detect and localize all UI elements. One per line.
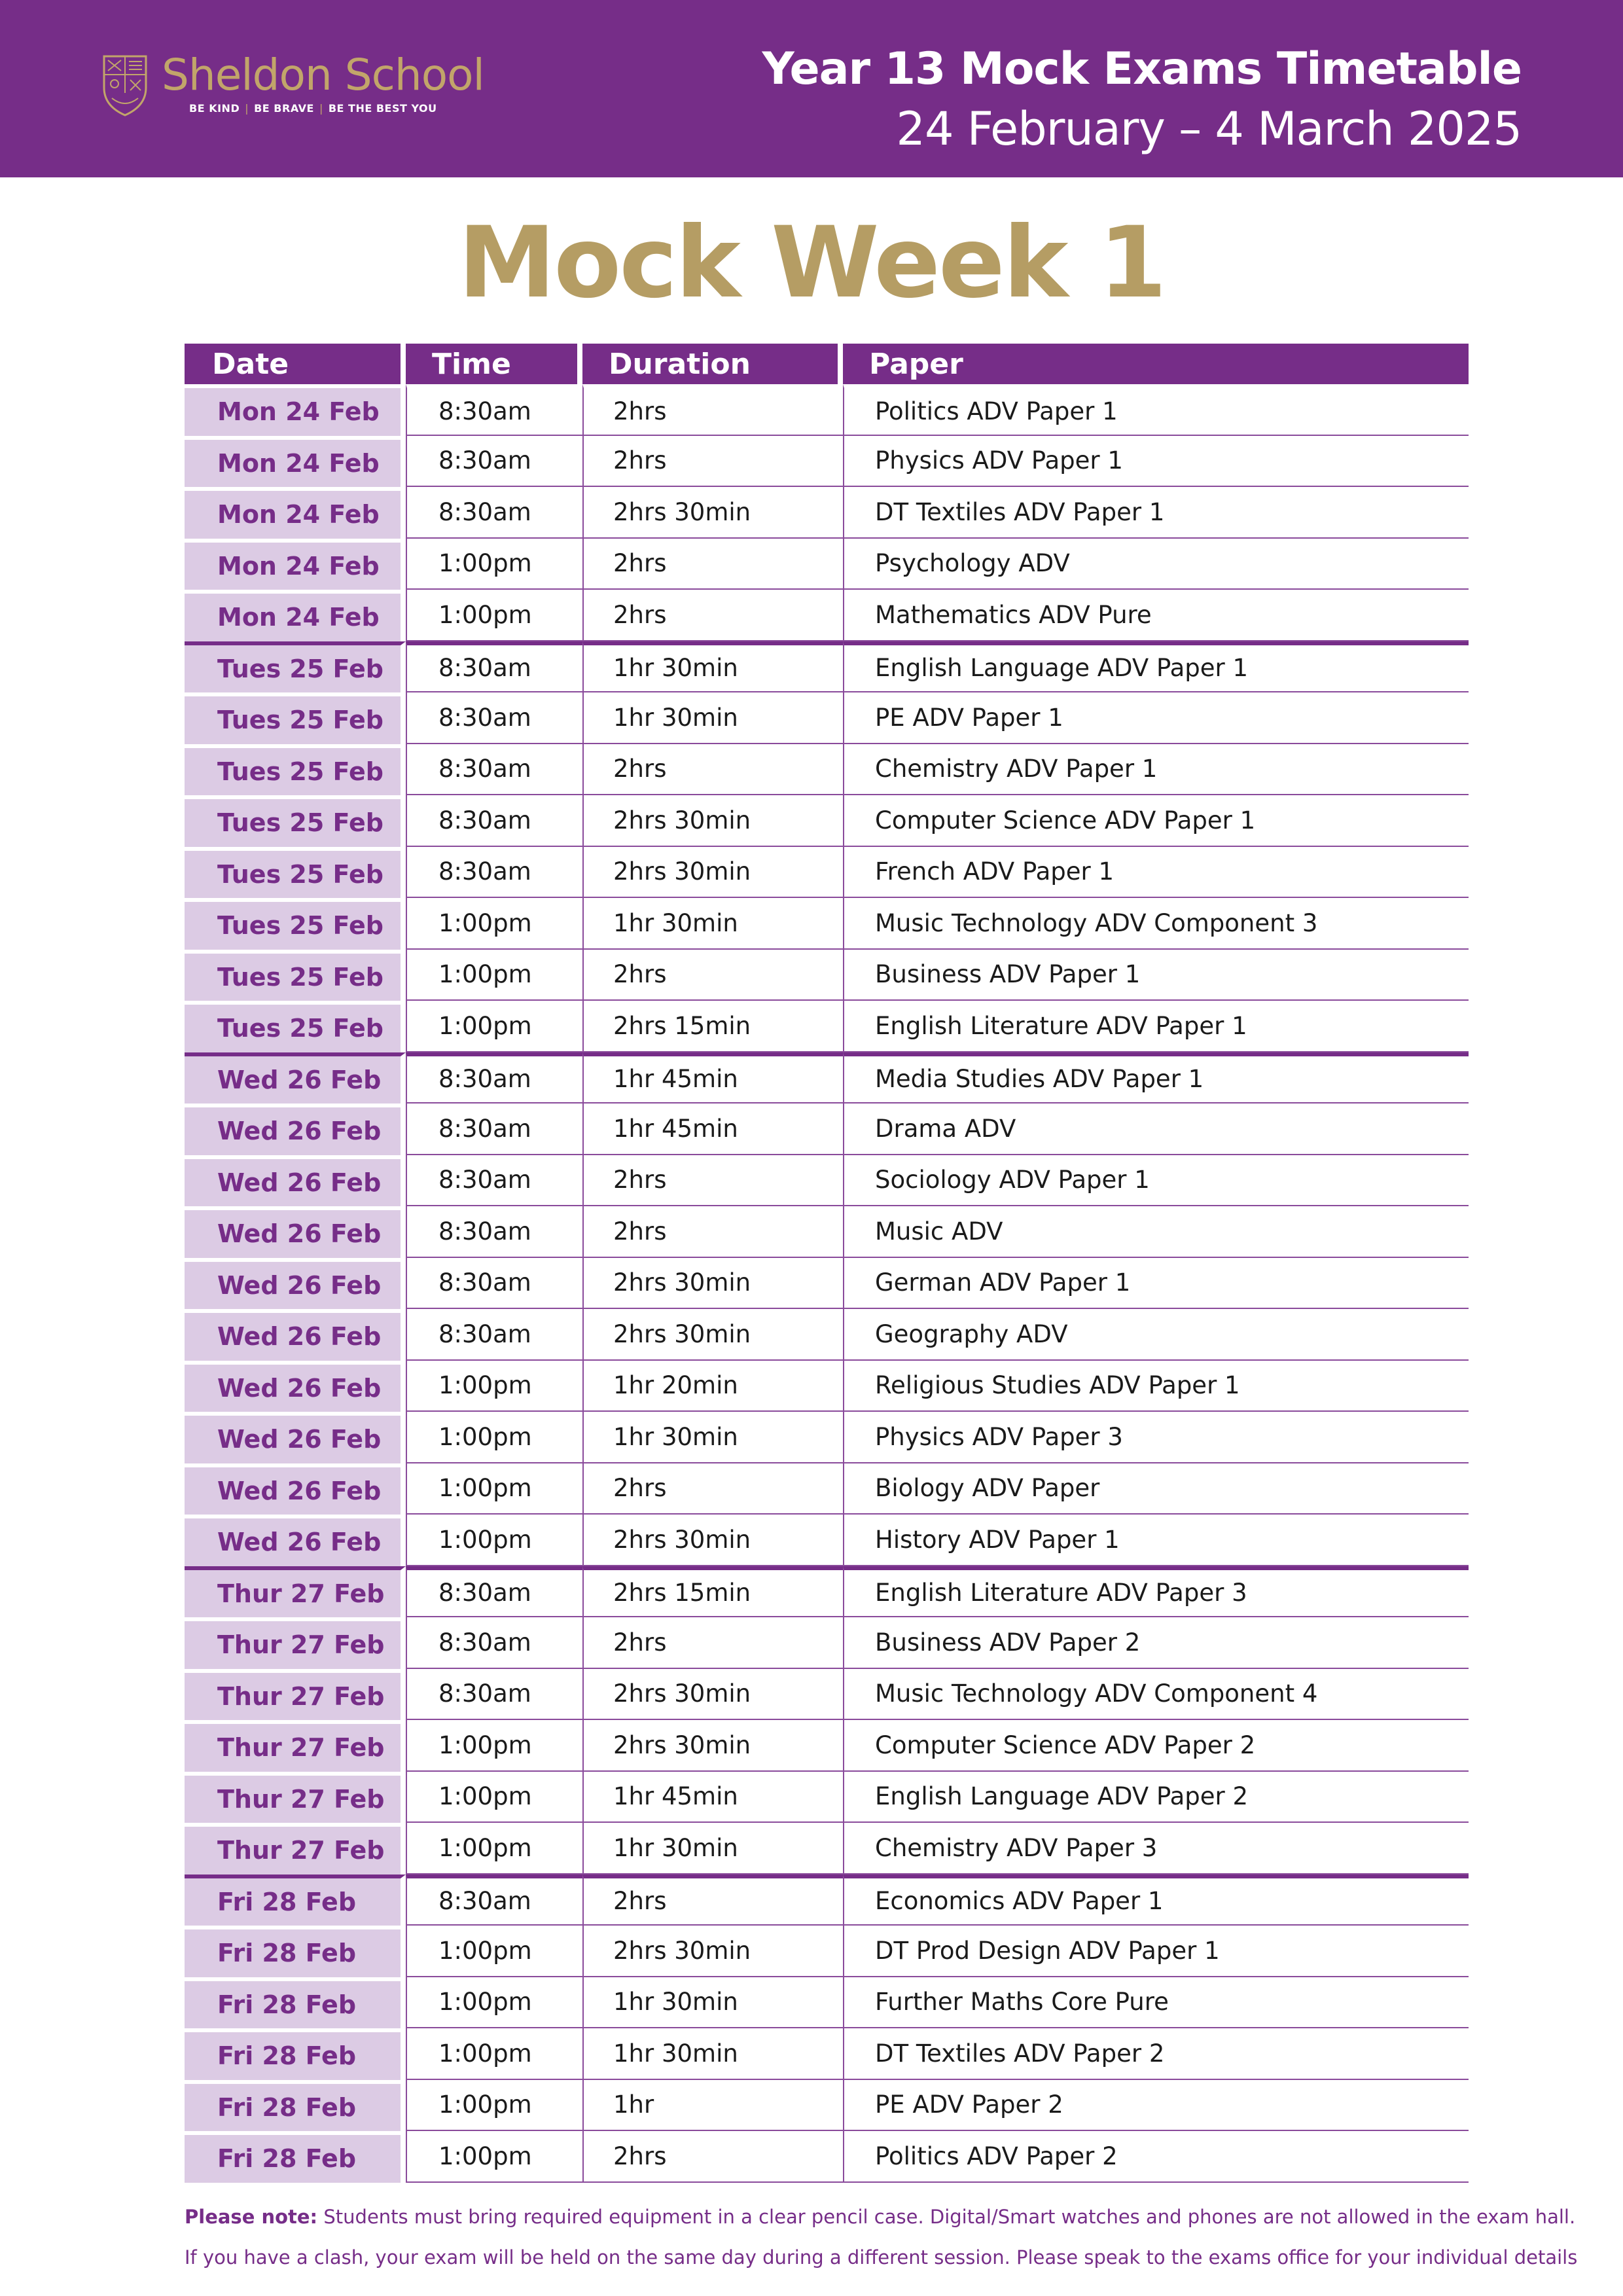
date-cell: Tues 25 Feb — [185, 1001, 406, 1052]
time-cell: 8:30am — [406, 1052, 582, 1104]
duration-cell: 2hrs 30min — [582, 847, 843, 899]
table-row — [185, 1361, 1469, 1412]
note-line-1 — [185, 2197, 1576, 2237]
date-cell: Wed 26 Feb — [185, 1463, 406, 1515]
time-cell: 8:30am — [406, 487, 582, 539]
date-cell: Wed 26 Feb — [185, 1206, 406, 1258]
duration-cell: 2hrs 15min — [582, 1566, 843, 1618]
table-row — [185, 1052, 1469, 1104]
table-row — [185, 1669, 1469, 1721]
paper-cell: English Literature ADV Paper 1 — [843, 1001, 1469, 1052]
paper-cell: Mathematics ADV Pure — [843, 590, 1469, 641]
duration-cell: 2hrs 30min — [582, 1309, 843, 1361]
time-cell: 1:00pm — [406, 1720, 582, 1772]
table-row — [185, 2028, 1469, 2080]
duration-cell: 2hrs 30min — [582, 487, 843, 539]
date-cell: Wed 26 Feb — [185, 1103, 406, 1155]
date-cell: Wed 26 Feb — [185, 1155, 406, 1207]
date-cell: Mon 24 Feb — [185, 436, 406, 488]
duration-cell: 2hrs 30min — [582, 795, 843, 847]
time-cell: 1:00pm — [406, 1977, 582, 2029]
paper-cell: Music ADV — [843, 1206, 1469, 1258]
duration-cell: 2hrs 30min — [582, 1669, 843, 1721]
table-row — [185, 1463, 1469, 1515]
time-cell: 8:30am — [406, 641, 582, 693]
paper-cell: Politics ADV Paper 1 — [843, 384, 1469, 436]
date-cell: Mon 24 Feb — [185, 487, 406, 539]
time-cell: 1:00pm — [406, 950, 582, 1001]
paper-cell: Media Studies ADV Paper 1 — [843, 1052, 1469, 1104]
time-cell: 8:30am — [406, 1309, 582, 1361]
paper-cell: Computer Science ADV Paper 2 — [843, 1720, 1469, 1772]
duration-cell: 2hrs 30min — [582, 1720, 843, 1772]
duration-cell: 2hrs — [582, 1463, 843, 1515]
date-cell: Tues 25 Feb — [185, 795, 406, 847]
time-cell: 1:00pm — [406, 1926, 582, 1977]
paper-cell: Computer Science ADV Paper 1 — [843, 795, 1469, 847]
table-row — [185, 1617, 1469, 1669]
table-row — [185, 1515, 1469, 1566]
table-row — [185, 1977, 1469, 2029]
table-row — [185, 1206, 1469, 1258]
table-row — [185, 1566, 1469, 1618]
paper-cell: Psychology ADV — [843, 539, 1469, 590]
note-line-2: If you have a clash, your exam will be held on the same day during a different session. Please speak to the exams office for your individual details — [185, 2246, 1578, 2269]
duration-cell: 1hr 30min — [582, 898, 843, 950]
table-row — [185, 744, 1469, 796]
table-row — [185, 795, 1469, 847]
date-cell: Thur 27 Feb — [185, 1720, 406, 1772]
school-logo — [101, 50, 484, 124]
paper-cell: Physics ADV Paper 1 — [843, 436, 1469, 488]
paper-cell: Chemistry ADV Paper 3 — [843, 1823, 1469, 1874]
date-cell: Fri 28 Feb — [185, 2080, 406, 2132]
date-cell: Fri 28 Feb — [185, 1926, 406, 1977]
date-cell: Tues 25 Feb — [185, 950, 406, 1001]
time-cell: 1:00pm — [406, 1001, 582, 1052]
date-cell: Fri 28 Feb — [185, 2028, 406, 2080]
time-cell: 8:30am — [406, 1206, 582, 1258]
paper-cell: Business ADV Paper 1 — [843, 950, 1469, 1001]
notes — [185, 2197, 1578, 2278]
table-row — [185, 1412, 1469, 1463]
duration-cell: 2hrs — [582, 1617, 843, 1669]
time-cell: 1:00pm — [406, 898, 582, 950]
date-cell: Wed 26 Feb — [185, 1052, 406, 1104]
time-cell: 1:00pm — [406, 1823, 582, 1874]
table-body — [185, 384, 1469, 2183]
table-row — [185, 384, 1469, 436]
date-cell: Thur 27 Feb — [185, 1823, 406, 1874]
time-cell: 8:30am — [406, 1103, 582, 1155]
duration-cell: 2hrs — [582, 1206, 843, 1258]
duration-cell: 2hrs 30min — [582, 1515, 843, 1566]
time-cell: 8:30am — [406, 1258, 582, 1310]
duration-cell: 2hrs — [582, 436, 843, 488]
column-header-duration: Duration — [582, 344, 843, 384]
date-cell: Mon 24 Feb — [185, 590, 406, 641]
table-row — [185, 1772, 1469, 1823]
table-row — [185, 1823, 1469, 1874]
date-cell: Fri 28 Feb — [185, 1874, 406, 1926]
time-cell: 8:30am — [406, 1155, 582, 1207]
date-cell: Thur 27 Feb — [185, 1669, 406, 1721]
duration-cell: 1hr 30min — [582, 1412, 843, 1463]
table-row — [185, 1001, 1469, 1052]
paper-cell: French ADV Paper 1 — [843, 847, 1469, 899]
date-cell: Thur 27 Feb — [185, 1772, 406, 1823]
duration-cell: 1hr 30min — [582, 641, 843, 693]
duration-cell: 1hr 30min — [582, 2028, 843, 2080]
paper-cell: Religious Studies ADV Paper 1 — [843, 1361, 1469, 1412]
paper-cell: Biology ADV Paper — [843, 1463, 1469, 1515]
date-cell: Mon 24 Feb — [185, 539, 406, 590]
date-cell: Mon 24 Feb — [185, 384, 406, 436]
paper-cell: PE ADV Paper 2 — [843, 2080, 1469, 2132]
date-cell: Wed 26 Feb — [185, 1515, 406, 1566]
duration-cell: 1hr 30min — [582, 692, 843, 744]
school-name: Sheldon School — [162, 50, 484, 100]
date-cell: Tues 25 Feb — [185, 744, 406, 796]
time-cell: 1:00pm — [406, 1361, 582, 1412]
paper-cell: English Language ADV Paper 1 — [843, 641, 1469, 693]
paper-cell: Music Technology ADV Component 3 — [843, 898, 1469, 950]
time-cell: 1:00pm — [406, 1412, 582, 1463]
timetable-title: Year 13 Mock Exams Timetable — [762, 43, 1522, 95]
paper-cell: Music Technology ADV Component 4 — [843, 1669, 1469, 1721]
time-cell: 8:30am — [406, 384, 582, 436]
paper-cell: Chemistry ADV Paper 1 — [843, 744, 1469, 796]
date-cell: Tues 25 Feb — [185, 847, 406, 899]
date-cell: Wed 26 Feb — [185, 1412, 406, 1463]
paper-cell: English Language ADV Paper 2 — [843, 1772, 1469, 1823]
paper-cell: DT Prod Design ADV Paper 1 — [843, 1926, 1469, 1977]
duration-cell: 2hrs — [582, 744, 843, 796]
time-cell: 8:30am — [406, 436, 582, 488]
note-label: Please note: — [185, 2206, 318, 2228]
date-cell: Thur 27 Feb — [185, 1566, 406, 1618]
table-row — [185, 590, 1469, 641]
duration-cell: 1hr 30min — [582, 1823, 843, 1874]
table-row — [185, 847, 1469, 899]
duration-cell: 2hrs — [582, 950, 843, 1001]
column-header-time: Time — [406, 344, 582, 384]
duration-cell: 1hr 20min — [582, 1361, 843, 1412]
time-cell: 8:30am — [406, 1874, 582, 1926]
time-cell: 1:00pm — [406, 1515, 582, 1566]
table-row — [185, 539, 1469, 590]
duration-cell: 2hrs — [582, 1155, 843, 1207]
school-crest-icon — [101, 54, 149, 118]
paper-cell: Geography ADV — [843, 1309, 1469, 1361]
time-cell: 1:00pm — [406, 539, 582, 590]
table-row — [185, 2131, 1469, 2183]
date-cell: Tues 25 Feb — [185, 641, 406, 693]
date-cell: Fri 28 Feb — [185, 1977, 406, 2029]
timetable-date-range: 24 February – 4 March 2025 — [896, 102, 1522, 156]
table-row — [185, 692, 1469, 744]
table-row — [185, 1155, 1469, 1207]
paper-cell: English Literature ADV Paper 3 — [843, 1566, 1469, 1618]
table-row — [185, 2080, 1469, 2132]
time-cell: 1:00pm — [406, 2131, 582, 2183]
date-cell: Fri 28 Feb — [185, 2131, 406, 2183]
paper-cell: Sociology ADV Paper 1 — [843, 1155, 1469, 1207]
duration-cell: 1hr 45min — [582, 1052, 843, 1104]
paper-cell: Further Maths Core Pure — [843, 1977, 1469, 2029]
date-cell: Wed 26 Feb — [185, 1258, 406, 1310]
date-cell: Tues 25 Feb — [185, 898, 406, 950]
time-cell: 8:30am — [406, 795, 582, 847]
exam-timetable — [185, 344, 1469, 2183]
table-row — [185, 1258, 1469, 1310]
duration-cell: 2hrs — [582, 539, 843, 590]
column-header-paper: Paper — [843, 344, 1469, 384]
page-title: Mock Week 1 — [457, 206, 1166, 320]
time-cell: 8:30am — [406, 1669, 582, 1721]
school-motto: BE KIND | BE BRAVE | BE THE BEST YOU — [189, 102, 437, 115]
table-row — [185, 641, 1469, 693]
motto-best: BE THE BEST YOU — [328, 102, 437, 115]
date-cell: Wed 26 Feb — [185, 1309, 406, 1361]
date-cell: Tues 25 Feb — [185, 692, 406, 744]
time-cell: 1:00pm — [406, 1463, 582, 1515]
date-cell: Wed 26 Feb — [185, 1361, 406, 1412]
paper-cell: History ADV Paper 1 — [843, 1515, 1469, 1566]
table-row — [185, 898, 1469, 950]
time-cell: 8:30am — [406, 1566, 582, 1618]
time-cell: 8:30am — [406, 692, 582, 744]
time-cell: 1:00pm — [406, 2080, 582, 2132]
table-header-row — [185, 344, 1469, 384]
table-row — [185, 436, 1469, 488]
note-text-1: Students must bring required equipment in a clear pencil case. Digital/Smart watches and phones are not allowed in the exam hall. — [323, 2206, 1576, 2228]
time-cell: 8:30am — [406, 744, 582, 796]
paper-cell: DT Textiles ADV Paper 1 — [843, 487, 1469, 539]
duration-cell: 1hr 30min — [582, 1977, 843, 2029]
time-cell: 1:00pm — [406, 590, 582, 641]
time-cell: 1:00pm — [406, 1772, 582, 1823]
duration-cell: 1hr — [582, 2080, 843, 2132]
motto-kind: BE KIND — [189, 102, 240, 115]
motto-brave: BE BRAVE — [254, 102, 314, 115]
table-row — [185, 1309, 1469, 1361]
table-row — [185, 1926, 1469, 1977]
table-row — [185, 1720, 1469, 1772]
paper-cell: Business ADV Paper 2 — [843, 1617, 1469, 1669]
duration-cell: 2hrs 30min — [582, 1926, 843, 1977]
paper-cell: Physics ADV Paper 3 — [843, 1412, 1469, 1463]
header-banner — [0, 0, 1623, 177]
date-cell: Thur 27 Feb — [185, 1617, 406, 1669]
column-header-date: Date — [185, 344, 406, 384]
duration-cell: 2hrs — [582, 384, 843, 436]
duration-cell: 1hr 45min — [582, 1772, 843, 1823]
duration-cell: 2hrs — [582, 1874, 843, 1926]
duration-cell: 2hrs 15min — [582, 1001, 843, 1052]
table-row — [185, 1874, 1469, 1926]
table-row — [185, 487, 1469, 539]
duration-cell: 2hrs — [582, 2131, 843, 2183]
time-cell: 8:30am — [406, 847, 582, 899]
paper-cell: DT Textiles ADV Paper 2 — [843, 2028, 1469, 2080]
paper-cell: German ADV Paper 1 — [843, 1258, 1469, 1310]
table-row — [185, 1103, 1469, 1155]
duration-cell: 2hrs 30min — [582, 1258, 843, 1310]
time-cell: 1:00pm — [406, 2028, 582, 2080]
time-cell: 8:30am — [406, 1617, 582, 1669]
table-row — [185, 950, 1469, 1001]
paper-cell: Economics ADV Paper 1 — [843, 1874, 1469, 1926]
duration-cell: 1hr 45min — [582, 1103, 843, 1155]
paper-cell: Politics ADV Paper 2 — [843, 2131, 1469, 2183]
paper-cell: Drama ADV — [843, 1103, 1469, 1155]
duration-cell: 2hrs — [582, 590, 843, 641]
paper-cell: PE ADV Paper 1 — [843, 692, 1469, 744]
